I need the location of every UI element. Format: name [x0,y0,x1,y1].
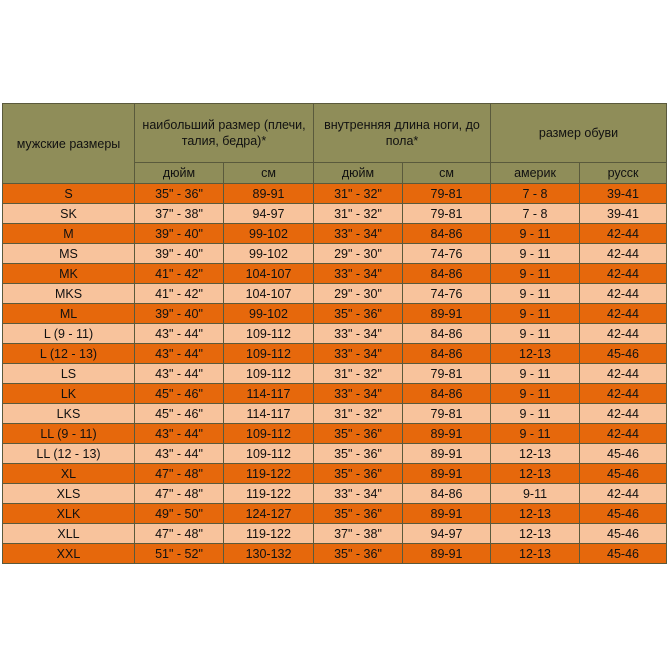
shoe-ru-cell: 42-44 [580,284,667,304]
shoe-us-cell: 9-11 [491,484,580,504]
shoe-us-cell: 9 - 11 [491,324,580,344]
shoe-us-cell: 9 - 11 [491,224,580,244]
table-row [3,284,667,304]
chest-cm-cell: 109-112 [224,444,314,464]
chest-inch-cell: 51" - 52" [135,544,224,564]
inseam-cm-cell: 89-91 [403,464,491,484]
inseam-cm-cell: 84-86 [403,344,491,364]
chest-cm-cell: 130-132 [224,544,314,564]
inseam-cm-cell: 84-86 [403,324,491,344]
shoe-ru-cell: 42-44 [580,224,667,244]
table-body [3,104,667,564]
size-cell: ML [3,304,135,324]
inseam-cm-cell: 89-91 [403,544,491,564]
header-unit-inch: дюйм [314,163,403,184]
table-row [3,404,667,424]
inseam-cm-cell: 89-91 [403,444,491,464]
shoe-ru-cell: 39-41 [580,204,667,224]
header-unit-us: америк [491,163,580,184]
table-row [3,484,667,504]
inseam-inch-cell: 37" - 38" [314,524,403,544]
inseam-cm-cell: 89-91 [403,424,491,444]
shoe-us-cell: 12-13 [491,464,580,484]
header-inseam: внутренняя длина ноги, до пола* [314,104,491,163]
inseam-inch-cell: 33" - 34" [314,484,403,504]
header-unit-cm: см [224,163,314,184]
size-chart-table [2,103,667,564]
table-row [3,204,667,224]
chest-cm-cell: 114-117 [224,404,314,424]
shoe-ru-cell: 42-44 [580,424,667,444]
shoe-us-cell: 9 - 11 [491,284,580,304]
size-cell: M [3,224,135,244]
inseam-cm-cell: 84-86 [403,264,491,284]
header-largest-size: наибольший размер (плечи, талия, бедра)* [135,104,314,163]
table-row [3,464,667,484]
table-row [3,324,667,344]
shoe-ru-cell: 42-44 [580,484,667,504]
chest-cm-cell: 89-91 [224,184,314,204]
shoe-us-cell: 12-13 [491,504,580,524]
shoe-us-cell: 9 - 11 [491,404,580,424]
chest-inch-cell: 45" - 46" [135,404,224,424]
shoe-ru-cell: 45-46 [580,504,667,524]
table-row [3,304,667,324]
chest-inch-cell: 35" - 36" [135,184,224,204]
table-row [3,224,667,244]
chest-inch-cell: 43" - 44" [135,444,224,464]
inseam-cm-cell: 84-86 [403,224,491,244]
shoe-ru-cell: 45-46 [580,444,667,464]
shoe-us-cell: 9 - 11 [491,304,580,324]
chest-cm-cell: 119-122 [224,484,314,504]
shoe-us-cell: 9 - 11 [491,424,580,444]
inseam-cm-cell: 79-81 [403,184,491,204]
header-shoe-size: размер обуви [491,104,667,163]
shoe-ru-cell: 45-46 [580,344,667,364]
chest-inch-cell: 43" - 44" [135,364,224,384]
chest-inch-cell: 47" - 48" [135,524,224,544]
table-row [3,364,667,384]
chest-cm-cell: 114-117 [224,384,314,404]
chest-inch-cell: 47" - 48" [135,464,224,484]
size-cell: XL [3,464,135,484]
inseam-cm-cell: 74-76 [403,284,491,304]
inseam-cm-cell: 89-91 [403,304,491,324]
chest-inch-cell: 43" - 44" [135,424,224,444]
size-cell: LKS [3,404,135,424]
size-cell: MK [3,264,135,284]
table-row [3,444,667,464]
table-row [3,264,667,284]
size-cell: S [3,184,135,204]
header-unit-cm: см [403,163,491,184]
shoe-ru-cell: 42-44 [580,404,667,424]
header-unit-inch: дюйм [135,163,224,184]
chest-cm-cell: 124-127 [224,504,314,524]
size-cell: XLK [3,504,135,524]
inseam-inch-cell: 31" - 32" [314,184,403,204]
chest-inch-cell: 43" - 44" [135,344,224,364]
inseam-inch-cell: 35" - 36" [314,304,403,324]
size-cell: XLS [3,484,135,504]
table-row [3,424,667,444]
inseam-cm-cell: 94-97 [403,524,491,544]
chest-cm-cell: 119-122 [224,524,314,544]
table-row [3,504,667,524]
inseam-inch-cell: 35" - 36" [314,544,403,564]
inseam-inch-cell: 33" - 34" [314,324,403,344]
shoe-us-cell: 12-13 [491,524,580,544]
chest-cm-cell: 94-97 [224,204,314,224]
inseam-inch-cell: 33" - 34" [314,344,403,364]
shoe-ru-cell: 42-44 [580,364,667,384]
inseam-inch-cell: 29" - 30" [314,284,403,304]
shoe-ru-cell: 42-44 [580,304,667,324]
chest-cm-cell: 109-112 [224,344,314,364]
chest-inch-cell: 39" - 40" [135,244,224,264]
shoe-us-cell: 9 - 11 [491,244,580,264]
shoe-us-cell: 9 - 11 [491,364,580,384]
shoe-us-cell: 9 - 11 [491,384,580,404]
chest-inch-cell: 43" - 44" [135,324,224,344]
chest-inch-cell: 49" - 50" [135,504,224,524]
inseam-inch-cell: 29" - 30" [314,244,403,264]
shoe-us-cell: 12-13 [491,444,580,464]
size-cell: LL (9 - 11) [3,424,135,444]
size-cell: MS [3,244,135,264]
chest-cm-cell: 109-112 [224,324,314,344]
chest-cm-cell: 99-102 [224,224,314,244]
inseam-inch-cell: 35" - 36" [314,504,403,524]
shoe-ru-cell: 42-44 [580,244,667,264]
size-cell: LL (12 - 13) [3,444,135,464]
chest-inch-cell: 37" - 38" [135,204,224,224]
table-row [3,384,667,404]
inseam-cm-cell: 89-91 [403,504,491,524]
shoe-us-cell: 12-13 [491,344,580,364]
header-row-main [3,104,667,163]
inseam-inch-cell: 35" - 36" [314,424,403,444]
chest-inch-cell: 41" - 42" [135,264,224,284]
size-cell: LS [3,364,135,384]
inseam-inch-cell: 33" - 34" [314,264,403,284]
header-unit-ru: русск [580,163,667,184]
chest-inch-cell: 39" - 40" [135,304,224,324]
inseam-inch-cell: 35" - 36" [314,464,403,484]
inseam-inch-cell: 33" - 34" [314,224,403,244]
inseam-inch-cell: 35" - 36" [314,444,403,464]
size-cell: LK [3,384,135,404]
shoe-us-cell: 12-13 [491,544,580,564]
header-mens-sizes: мужские размеры [3,104,135,184]
inseam-inch-cell: 31" - 32" [314,364,403,384]
chest-cm-cell: 99-102 [224,304,314,324]
inseam-inch-cell: 31" - 32" [314,204,403,224]
shoe-ru-cell: 45-46 [580,544,667,564]
size-cell: L (9 - 11) [3,324,135,344]
chest-cm-cell: 104-107 [224,264,314,284]
inseam-cm-cell: 84-86 [403,484,491,504]
shoe-ru-cell: 45-46 [580,524,667,544]
chest-inch-cell: 45" - 46" [135,384,224,404]
shoe-us-cell: 7 - 8 [491,184,580,204]
chest-cm-cell: 109-112 [224,424,314,444]
chest-inch-cell: 39" - 40" [135,224,224,244]
table-row [3,544,667,564]
inseam-inch-cell: 33" - 34" [314,384,403,404]
size-cell: MKS [3,284,135,304]
inseam-cm-cell: 74-76 [403,244,491,264]
shoe-ru-cell: 39-41 [580,184,667,204]
inseam-cm-cell: 79-81 [403,204,491,224]
inseam-cm-cell: 79-81 [403,364,491,384]
chest-cm-cell: 99-102 [224,244,314,264]
size-cell: XLL [3,524,135,544]
size-cell: XXL [3,544,135,564]
table-row [3,184,667,204]
shoe-ru-cell: 42-44 [580,384,667,404]
inseam-cm-cell: 79-81 [403,404,491,424]
chest-cm-cell: 119-122 [224,464,314,484]
table-row [3,524,667,544]
chest-inch-cell: 47" - 48" [135,484,224,504]
chest-cm-cell: 109-112 [224,364,314,384]
chest-cm-cell: 104-107 [224,284,314,304]
shoe-ru-cell: 45-46 [580,464,667,484]
shoe-us-cell: 7 - 8 [491,204,580,224]
shoe-ru-cell: 42-44 [580,264,667,284]
inseam-cm-cell: 84-86 [403,384,491,404]
shoe-us-cell: 9 - 11 [491,264,580,284]
chest-inch-cell: 41" - 42" [135,284,224,304]
size-cell: L (12 - 13) [3,344,135,364]
size-cell: SK [3,204,135,224]
inseam-inch-cell: 31" - 32" [314,404,403,424]
table-row [3,244,667,264]
shoe-ru-cell: 42-44 [580,324,667,344]
table-row [3,344,667,364]
